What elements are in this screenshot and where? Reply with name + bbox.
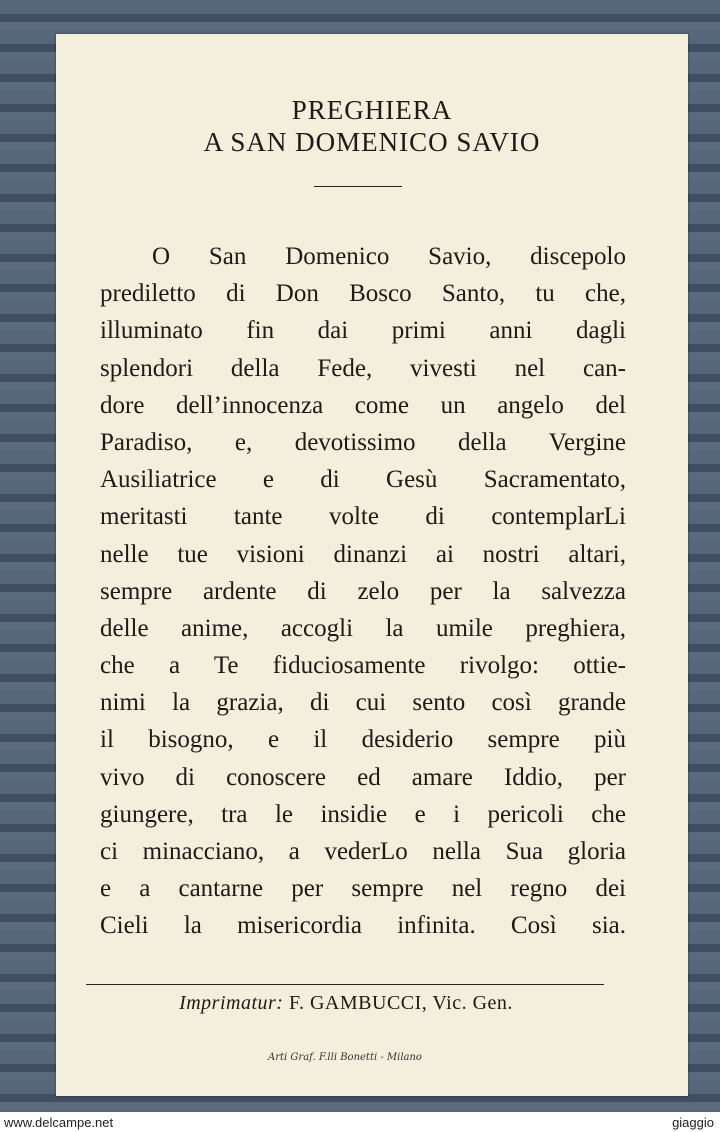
prayer-line: prediletto di Don Bosco Santo, tu che, [100, 280, 626, 308]
imprimatur-label: Imprimatur: [179, 992, 284, 1014]
prayer-line: ci minacciano, a vederLo nella Sua gloria [100, 838, 626, 865]
prayer-line: giungere, tra le insidie e i pericoli che [100, 800, 626, 828]
prayer-line: delle anime, accogli la umile preghiera, [100, 614, 626, 642]
seller-watermark: giaggio [672, 1115, 714, 1130]
prayer-line: vivo di conoscere ed amare Iddio, per [100, 763, 626, 791]
prayer-line: Cieli la misericordia infinita. Così sia. [100, 912, 626, 940]
prayer-line: Ausiliatrice e di Gesù Sacramentato, [100, 466, 626, 494]
prayer-line: nelle tue visioni dinanzi ai nostri altari, [100, 540, 626, 568]
imprimatur-name: F. GAMBUCCI, Vic. Gen. [288, 992, 513, 1014]
prayer-text [100, 238, 626, 945]
prayer-line: dore dell’innocenza come un angelo del [100, 391, 626, 419]
prayer-line: Paradiso, e, devotissimo della Vergine [100, 428, 626, 456]
prayer-line: O San Domenico Savio, discepolo [152, 243, 626, 270]
prayer-line: illuminato fin dai primi anni dagli [100, 317, 626, 345]
prayer-card [56, 34, 688, 1096]
card-title-line-2: A SAN DOMENICO SAVIO [203, 127, 541, 157]
prayer-line: splendori della Fede, vivesti nel can- [100, 354, 626, 382]
prayer-line: che a Te fiduciosamente rivolgo: ottie- [100, 652, 626, 680]
imprimatur-line [56, 992, 636, 1015]
prayer-line: e a cantarne per sempre nel regno dei [100, 875, 626, 903]
prayer-line: nimi la grazia, di cui sento così grande [100, 689, 626, 717]
card-title-line-1: PREGHIERA [291, 95, 453, 125]
prayer-line: il bisogno, e il desiderio sempre più [100, 726, 626, 754]
watermark-bar [0, 1112, 720, 1132]
bottom-divider [86, 984, 604, 985]
title-divider [314, 186, 402, 187]
prayer-line: sempre ardente di zelo per la salvezza [100, 577, 626, 605]
printer-credit: Arti Graf. F.lli Bonetti - Milano [268, 1052, 422, 1063]
prayer-line: meritasti tante volte di contemplarLi [100, 503, 626, 531]
site-watermark: www.delcampe.net [4, 1115, 114, 1130]
